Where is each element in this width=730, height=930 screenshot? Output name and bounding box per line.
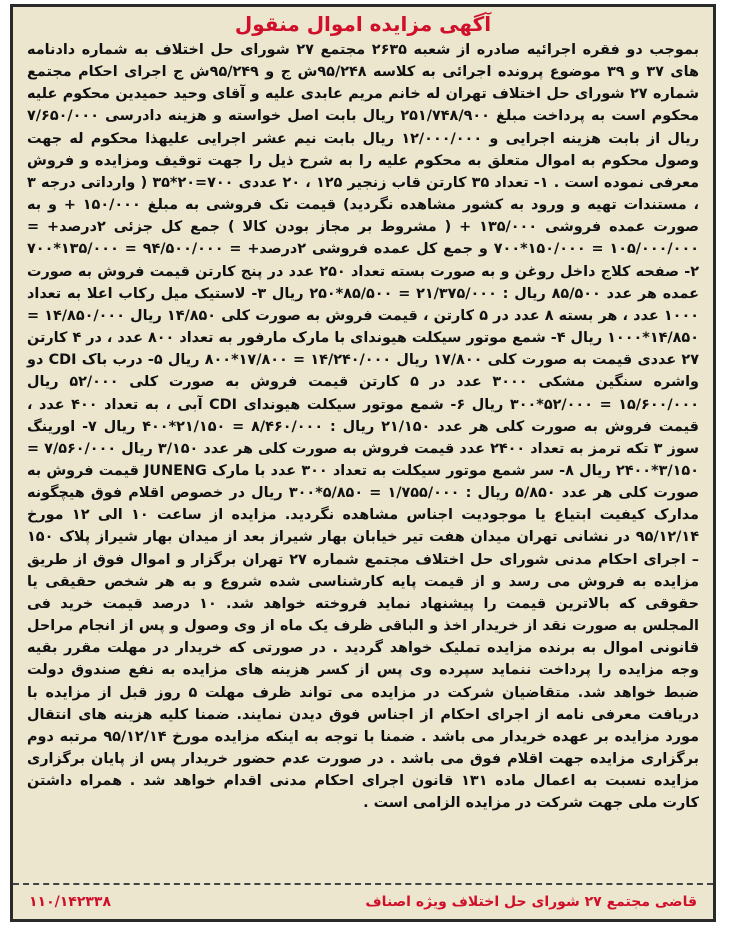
- notice-footer: [13, 883, 713, 919]
- notice-title: آگهی مزایده اموال منقول: [234, 12, 492, 36]
- notice-body: بموجب دو فقره اجرائیه صادره از شعبه ۲۶۳۵ مجتمع ۲۷ شورای حل اختلاف به شماره دادنامه های ۳۷ و ۳۹ موضوع پرونده اجرائی به کلاسه ۹۵/۲۴۸ش ج و ۹۵/۲۴۹ش ج اجرای احکام مجتمع شماره ۲۷ شورای حل اختلاف تهران له خانم مریم عابدی علیه و آقای وحید حمیدین محکوم علیه محکوم است به پرداخت مبلغ ۲۵۱/۷۴۸/۹۰۰ ریال بابت اصل خواسته و هزینه دادرسی ۷/۶۵۰/۰۰۰ ریال از بابت هزینه اجرایی و ۱۲/۰۰۰/۰۰۰ ریال بابت نیم عشر اجرایی علیهذا محکوم له جهت وصول محکوم به اموال متعلق به محکوم علیه را به شرح ذیل را جهت توقیف ومزایده و فروش معرفی نموده است . ۱- تعداد ۳۵ کارتن قاب زنجیر ۱۲۵ ، ۲۰ عددی ۷۰۰=۲۰*۳۵ ( وارداتی درجه ۳ ، مستندات تهیه و ورود به کشور مشاهده نگردید) قیمت تک فروشی به مبلغ ۱۵۰/۰۰۰ + و به صورت عمده فروشی ۱۳۵/۰۰۰ + ( مشروط بر مجاز بودن کالا ) جمع کل جزئی ۲درصد+ = ۱۰۵/۰۰۰/۰۰۰ = ۱۵۰/۰۰۰*۷۰۰ و جمع کل عمده فروشی ۲درصد+ = ۹۴/۵۰۰/۰۰۰ = ۱۳۵/۰۰۰*۷۰۰ ۲- صفحه کلاج داخل روغن و به صورت بسته تعداد ۲۵۰ عدد در پنج کارتن قیمت فروش به صورت عمده هر عدد ۸۵/۵۰۰ ریال : ۲۱/۳۷۵/۰۰۰ = ۸۵/۵۰۰*۲۵۰ ریال ۳- لاستیک میل رکاب اعلا به تعداد ۱۰۰۰ عدد ، هر بسته ۸ عدد در ۵ کارتن ، قیمت فروش به صورت کلی ۱۴/۸۵۰ ریال ۱۴/۸۵۰/۰۰۰ = ۱۴/۸۵۰*۱۰۰۰ ریال ۴- شمع موتور سیکلت هیوندای با مارک مارفور به تعداد ۸۰۰ عدد ، در ۴ کارتن ۲۷ عددی قیمت به صورت کلی ۱۷/۸۰۰ ریال ۱۴/۲۴۰/۰۰۰ = ۱۷/۸۰۰*۸۰۰ ریال ۵- درب باک CDI دو واشره سنگین مشکی ۳۰۰۰ عدد در ۵ کارتن قیمت فروش به صورت کلی ۵۲/۰۰۰ ریال ۱۵/۶۰۰/۰۰۰ = ۵۲/۰۰۰*۳۰۰ ریال ۶- شمع موتور سیکلت هیوندای CDI آبی ، به تعداد ۴۰۰ عدد ، قیمت فروش به صورت کلی هر عدد ۲۱/۱۵۰ ریال : ۸/۴۶۰/۰۰۰ = ۲۱/۱۵۰*۴۰۰ ریال ۷- اورینگ سوز ۳ تکه ترمز به تعداد ۲۴۰۰ عدد قیمت فروش به صورت کلی هر عدد ۳/۱۵۰ ریال ۷/۵۶۰/۰۰۰ = ۳/۱۵۰*۲۴۰۰ ریال ۸- سر شمع موتور سیکلت به تعداد ۳۰۰ عدد با مارک JUNENG قیمت فروش به صورت کلی هر عدد ۵/۸۵۰ ریال : ۱/۷۵۵/۰۰۰ = ۵/۸۵۰*۳۰۰ ریال در خصوص اقلام فوق هیچگونه مدارک کیفیت ابتیاع یا موجودیت اجناس مشاهده نگردید. مزایده از ساعت ۱۰ الی ۱۲ مورخ ۹۵/۱۲/۱۴ در نشانی تهران میدان هفت تیر خیابان بهار شیراز بعد از میدان بهار شیراز پلاک ۱۵۰ – اجرای احکام مدنی شورای حل اختلاف مجتمع شماره ۲۷ تهران برگزار و اموال فوق از طریق مزایده به فروش می رسد و از قیمت پایه کارشناسی شده شروع و به هر شخص حقیقی یا حقوقی که بالاترین قیمت را پیشنهاد نماید فروخته خواهد شد. ۱۰ درصد قیمت خرید فی المجلس به صورت نقد از خریدار اخذ و الباقی ظرف یک ماه از وی وصول و پس از انجام مراحل قانونی اموال به برنده مزایده تملیک خواهد گردید . در صورتی که خریدار در مهلت مقرر بقیه وجه مزایده را پرداخت ننماید سپرده وی پس از کسر هزینه های مزایده به نفع صندوق دولت ضبط خواهد شد. متقاضیان شرکت در مزایده می تواند ظرف مهلت ۵ روز قبل از مزایده با دریافت معرفی نامه از اجرای احکام از اجناس فوق دیدن نمایند. ضمنا کلیه هزینه های انتقال مورد مزایده بر عهده خریدار می باشد . ضمنا با توجه به اینکه مزایده مورخ ۹۵/۱۲/۱۴ مرتبه دوم برگزاری مزایده جهت اقلام فوق می باشد . در صورت عدم حضور خریدار پس از پایان برگزاری مزایده نسبت به اعمال ماده ۱۳۱ قانون اجرای احکام مدنی اقدام خواهد شد . همراه داشتن کارت ملی جهت شرکت در مزایده الزامی است .: [27, 42, 700, 812]
- notice-clipping: [10, 4, 716, 922]
- notice-code: ۱۱۰/۱۴۲۳۳۸: [29, 894, 112, 910]
- issuer-signature: قاضی مجتمع ۲۷ شورای حل اختلاف ویژه اصناف: [365, 894, 697, 910]
